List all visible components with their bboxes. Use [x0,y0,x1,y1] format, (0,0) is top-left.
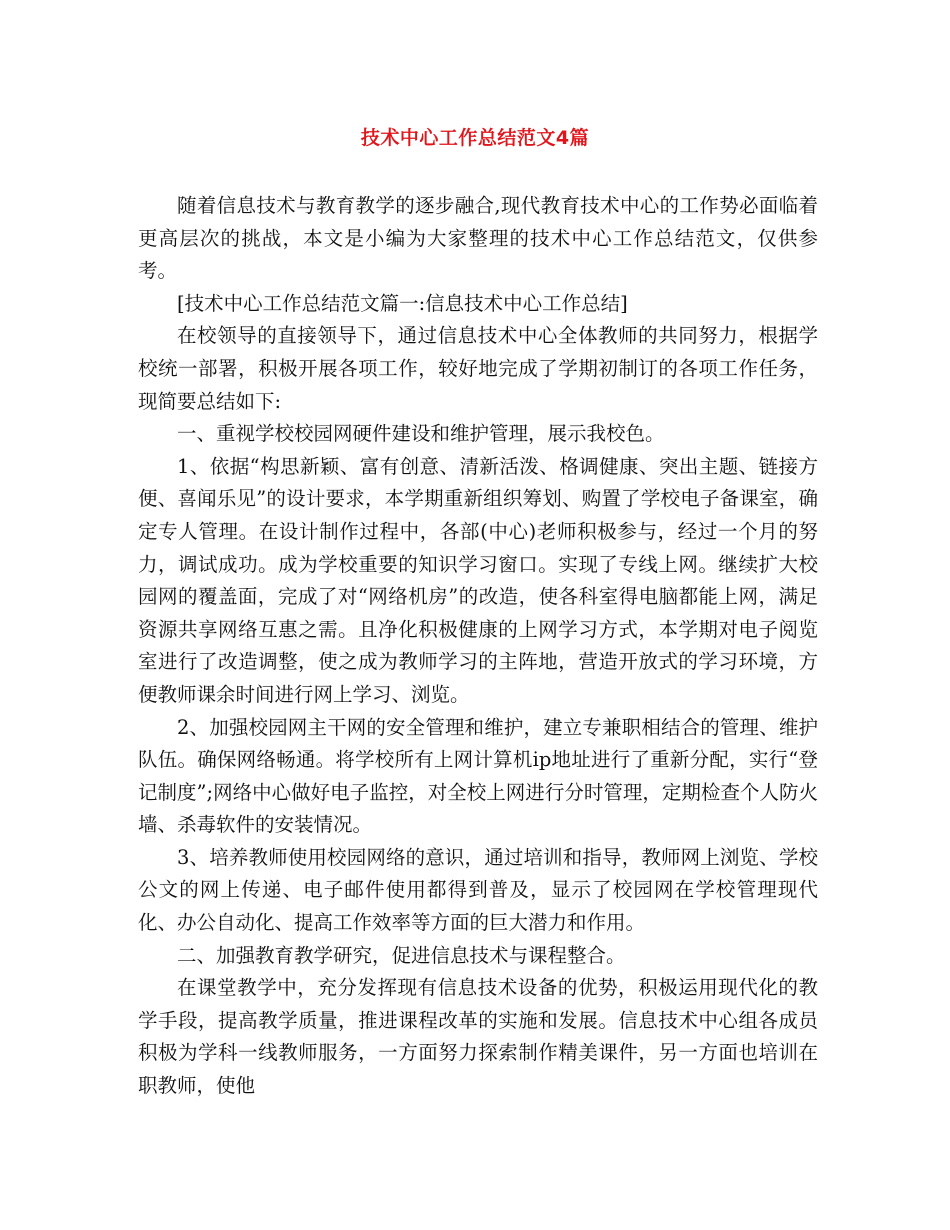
document-title: 技术中心工作总结范文4篇 [360,127,590,149]
document-body [138,190,818,1103]
paragraph: 在课堂教学中，充分发挥现有信息技术设备的优势，积极运用现代化的教学手段，提高教学质量，推进课程改革的实施和发展。信息技术中心组各成员积极为学科一线教师服务，一方面努力探索制作精美课件，另一方面也培训在职教师，使他 [138,976,818,1098]
paragraph: 随着信息技术与教育教学的逐步融合,现代教育技术中心的工作势必面临着更高层次的挑战，本文是小编为大家整理的技术中心工作总结范文，仅供参考。 [138,194,818,283]
paragraph: 3、培养教师使用校园网络的意识，通过培训和指导，教师网上浏览、学校公文的网上传递、电子邮件使用都得到普及，显示了校园网在学校管理现代化、办公自动化、提高工作效率等方面的巨大潜力和作用。 [138,845,818,935]
paragraph: 在校领导的直接领导下，通过信息技术中心全体教师的共同努力，根据学校统一部署，积极开展各项工作，较好地完成了学期初制订的各项工作任务，现简要总结如下: [138,324,818,413]
paragraph: 二、加强教育教学研究，促进信息技术与课程整合。 [177,943,626,967]
paragraph: 2、加强校园网主干网的安全管理和维护，建立专兼职相结合的管理、维护队伍。确保网络畅通。将学校所有上网计算机ip地址进行了重新分配，实行“登记制度”;网络中心做好电子监控，对全校上网进行分时管理，定期检查个人防火墙、杀毒软件的安装情况。 [138,715,818,837]
paragraph: [技术中心工作总结范文篇一:信息技术中心工作总结] [177,291,628,315]
paragraph: 1、依据“构思新颖、富有创意、清新活泼、格调健康、突出主题、链接方便、喜闻乐见”的设计要求，本学期重新组织筹划、购置了学校电子备课室，确定专人管理。在设计制作过程中，各部(中心)老师积极参与，经过一个月的努力，调试成功。成为学校重要的知识学习窗口。实现了专线上网。继续扩大校园网的覆盖面，完成了对“网络机房”的改造，使各科室得电脑都能上网，满足资源共享网络互惠之需。且净化积极健康的上网学习方式，本学期对电子阅览室进行了改造调整，使之成为教师学习的主阵地，营造开放式的学习环境，方便教师课余时间进行网上学习、浏览。 [138,454,818,706]
paragraph: 一、重视学校校园网硬件建设和维护管理，展示我校色。 [177,422,665,446]
